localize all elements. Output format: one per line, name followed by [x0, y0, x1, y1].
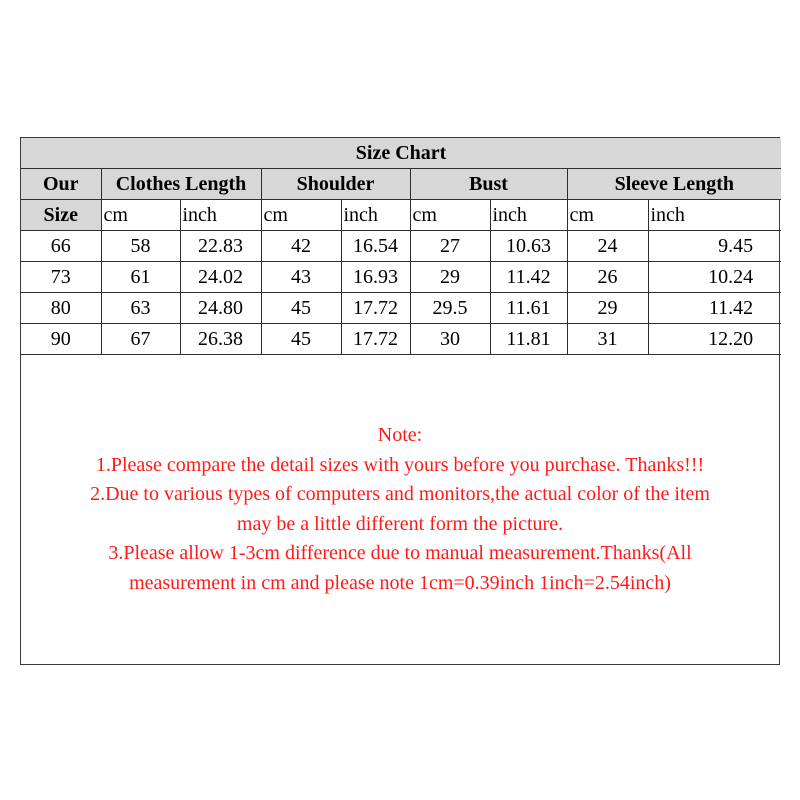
unit-header-inch: inch — [648, 200, 781, 231]
size-cell: 66 — [21, 231, 101, 262]
bust-inch-cell: 11.42 — [490, 262, 567, 293]
note-line: 3.Please allow 1-3cm difference due to manual measurement.Thanks(All — [108, 542, 692, 564]
notes-block — [21, 421, 779, 598]
sleeve-length-inch-cell: 10.24 — [648, 262, 781, 293]
clothes-length-cm-cell: 67 — [101, 324, 180, 355]
table-row — [21, 262, 781, 293]
clothes-length-cm-cell: 58 — [101, 231, 180, 262]
table-row — [21, 293, 781, 324]
size-chart-table — [21, 138, 781, 355]
shoulder-cm-cell: 45 — [261, 324, 341, 355]
sleeve-length-cm-cell: 26 — [567, 262, 648, 293]
shoulder-inch-cell: 17.72 — [341, 324, 410, 355]
clothes-length-inch-cell: 24.02 — [180, 262, 261, 293]
size-cell: 80 — [21, 293, 101, 324]
size-cell: 90 — [21, 324, 101, 355]
clothes-length-inch-cell: 26.38 — [180, 324, 261, 355]
clothes-length-cm-cell: 61 — [101, 262, 180, 293]
bust-cm-cell: 27 — [410, 231, 490, 262]
clothes-length-cm-cell: 63 — [101, 293, 180, 324]
unit-header-cm: cm — [410, 200, 490, 231]
group-header-clothes-length: Clothes Length — [101, 169, 261, 200]
group-header-shoulder: Shoulder — [261, 169, 410, 200]
sleeve-length-cm-cell: 29 — [567, 293, 648, 324]
shoulder-inch-cell: 16.93 — [341, 262, 410, 293]
sleeve-length-cm-cell: 31 — [567, 324, 648, 355]
shoulder-cm-cell: 42 — [261, 231, 341, 262]
clothes-length-inch-cell: 24.80 — [180, 293, 261, 324]
bust-inch-cell: 11.61 — [490, 293, 567, 324]
note-line: 1.Please compare the detail sizes with yours before you purchase. Thanks!!! — [95, 453, 705, 476]
size-chart-title: Size Chart — [21, 138, 781, 169]
bust-cm-cell: 29 — [410, 262, 490, 293]
unit-header-cm: cm — [261, 200, 341, 231]
table-row — [21, 324, 781, 355]
sleeve-length-inch-cell: 12.20 — [648, 324, 781, 355]
shoulder-inch-cell: 17.72 — [341, 293, 410, 324]
bust-inch-cell: 11.81 — [490, 324, 567, 355]
unit-header-inch: inch — [341, 200, 410, 231]
group-header-sleeve-length: Sleeve Length — [567, 169, 781, 200]
shoulder-cm-cell: 45 — [261, 293, 341, 324]
unit-header-inch: inch — [180, 200, 261, 231]
shoulder-inch-cell: 16.54 — [341, 231, 410, 262]
note-heading: Note: — [377, 424, 423, 446]
sleeve-length-cm-cell: 24 — [567, 231, 648, 262]
shoulder-cm-cell: 43 — [261, 262, 341, 293]
unit-header-cm: cm — [567, 200, 648, 231]
size-cell: 73 — [21, 262, 101, 293]
unit-header-cm: cm — [101, 200, 180, 231]
sleeve-length-inch-cell: 11.42 — [648, 293, 781, 324]
bust-inch-cell: 10.63 — [490, 231, 567, 262]
unit-header-inch: inch — [490, 200, 567, 231]
size-header-bottom: Size — [21, 200, 101, 231]
group-header-bust: Bust — [410, 169, 567, 200]
size-header-top: Our — [21, 169, 101, 200]
sleeve-length-inch-cell: 9.45 — [648, 231, 781, 262]
table-row — [21, 231, 781, 262]
note-line: may be a little different form the picture. — [236, 512, 564, 535]
size-chart-frame — [20, 137, 780, 665]
bust-cm-cell: 29.5 — [410, 293, 490, 324]
note-line: 2.Due to various types of computers and monitors,the actual color of the item — [90, 483, 710, 505]
bust-cm-cell: 30 — [410, 324, 490, 355]
note-line: measurement in cm and please note 1cm=0.39inch 1inch=2.54inch) — [129, 571, 671, 594]
clothes-length-inch-cell: 22.83 — [180, 231, 261, 262]
